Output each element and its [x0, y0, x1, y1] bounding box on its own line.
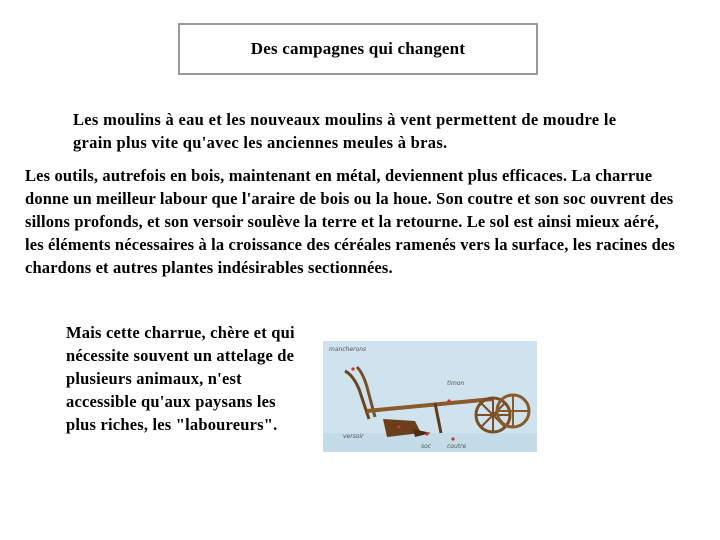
- paragraph-moulins: Les moulins à eau et les nouveaux moulins à vent permettent de moudre le grain plus vite qu'avec les anciennes meules à bras.: [73, 110, 617, 152]
- plough-illustration: [323, 341, 537, 452]
- label-timon: timon: [447, 380, 465, 387]
- marker-mancherons: [351, 367, 354, 370]
- coulter: [435, 403, 441, 433]
- label-soc: soc: [421, 443, 432, 450]
- marker-timon: [447, 399, 450, 402]
- plough-drawing: [323, 341, 537, 452]
- label-coutre: coutre: [447, 443, 467, 450]
- beam: [367, 399, 493, 411]
- wheel-front: [497, 395, 529, 427]
- page-title: Des campagnes qui changent: [250, 39, 466, 58]
- wheel-back: [476, 398, 510, 432]
- label-mancherons: mancherons: [329, 346, 367, 353]
- marker-versoir: [397, 425, 400, 428]
- marker-coutre: [451, 437, 454, 440]
- paragraph-charrue: Mais cette charrue, chère et qui nécessite souvent un attelage de plusieurs animaux, n'est accessible qu'aux paysans les plus riches, les "laboureurs".: [66, 323, 295, 434]
- label-versoir: versoir: [343, 433, 364, 440]
- paragraph-outils: Les outils, autrefois en bois, maintenant en métal, deviennent plus efficaces. La charrue donne un meilleur labour que l'araire de bois ou la houe. Son coutre et son soc ouvrent des sillons profonds, et son versoir soulève la terre et la retourne. Le sol est ainsi mieux aéré, les éléments nécessaires à la croissance des céréales ramenés vers la surface, les racines des chardons et autres plantes indésirables sectionnées.: [25, 166, 675, 277]
- marker-soc: [425, 432, 428, 435]
- title-box: [178, 23, 538, 75]
